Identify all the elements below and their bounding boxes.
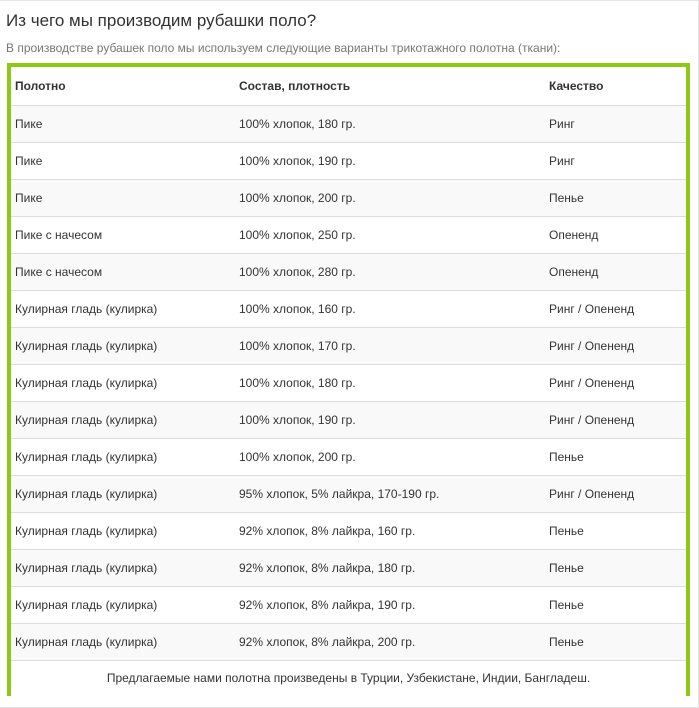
cell-composition: 100% хлопок, 180 гр.: [235, 105, 545, 142]
cell-quality: Ринг / Опененд: [545, 364, 686, 401]
cell-composition: 100% хлопок, 200 гр.: [235, 179, 545, 216]
table-row: [11, 142, 686, 179]
intro-text: В производстве рубашек поло мы используем следующие варианты трикотажного полотна (ткани):: [6, 41, 561, 55]
table-row: [11, 512, 686, 549]
cell-composition: 95% хлопок, 5% лайкра, 170-190 гр.: [235, 475, 545, 512]
cell-quality: Опененд: [545, 216, 686, 253]
cell-quality: Ринг / Опененд: [545, 475, 686, 512]
cell-composition: 100% хлопок, 190 гр.: [235, 401, 545, 438]
cell-fabric: Кулирная гладь (кулирка): [11, 327, 235, 364]
table-row: [11, 475, 686, 512]
table-row: [11, 216, 686, 253]
cell-fabric: Кулирная гладь (кулирка): [11, 586, 235, 623]
cell-quality: Ринг / Опененд: [545, 327, 686, 364]
table-footer-note: Предлагаемые нами полотна произведены в Турции, Узбекистане, Индии, Бангладеш.: [11, 660, 686, 696]
cell-composition: 92% хлопок, 8% лайкра, 200 гр.: [235, 623, 545, 660]
table-row: [11, 290, 686, 327]
cell-quality: Пенье: [545, 438, 686, 475]
cell-composition: 100% хлопок, 250 гр.: [235, 216, 545, 253]
cell-fabric: Кулирная гладь (кулирка): [11, 549, 235, 586]
cell-composition: 100% хлопок, 280 гр.: [235, 253, 545, 290]
table-header-row: [11, 67, 686, 105]
cell-composition: 100% хлопок, 200 гр.: [235, 438, 545, 475]
table-row: [11, 549, 686, 586]
cell-composition: 92% хлопок, 8% лайкра, 160 гр.: [235, 512, 545, 549]
cell-quality: Ринг / Опененд: [545, 290, 686, 327]
table-footer-row: [11, 660, 686, 696]
page-title: Из чего мы производим рубашки поло?: [6, 11, 317, 30]
cell-quality: Пенье: [545, 549, 686, 586]
table-row: [11, 179, 686, 216]
table-row: [11, 253, 686, 290]
cell-quality: Пенье: [545, 623, 686, 660]
cell-fabric: Пике: [11, 105, 235, 142]
table-row: [11, 401, 686, 438]
table-row: [11, 623, 686, 660]
cell-fabric: Пике: [11, 179, 235, 216]
cell-fabric: Пике с начесом: [11, 216, 235, 253]
table-row: [11, 364, 686, 401]
cell-quality: Пенье: [545, 586, 686, 623]
cell-fabric: Кулирная гладь (кулирка): [11, 364, 235, 401]
table-row: [11, 586, 686, 623]
cell-composition: 100% хлопок, 180 гр.: [235, 364, 545, 401]
cell-fabric: Кулирная гладь (кулирка): [11, 512, 235, 549]
cell-composition: 100% хлопок, 170 гр.: [235, 327, 545, 364]
table-row: [11, 438, 686, 475]
header-composition: Состав, плотность: [235, 67, 545, 105]
header-quality: Качество: [545, 67, 686, 105]
fabric-table-frame: [7, 63, 690, 696]
cell-quality: Пенье: [545, 512, 686, 549]
cell-quality: Опененд: [545, 253, 686, 290]
cell-quality: Пенье: [545, 179, 686, 216]
header-fabric: Полотно: [11, 67, 235, 105]
table-row: [11, 105, 686, 142]
cell-composition: 92% хлопок, 8% лайкра, 180 гр.: [235, 549, 545, 586]
cell-composition: 92% хлопок, 8% лайкра, 190 гр.: [235, 586, 545, 623]
cell-quality: Ринг / Опененд: [545, 401, 686, 438]
cell-fabric: Пике с начесом: [11, 253, 235, 290]
fabric-table: [11, 67, 686, 696]
cell-composition: 100% хлопок, 190 гр.: [235, 142, 545, 179]
cell-fabric: Кулирная гладь (кулирка): [11, 475, 235, 512]
cell-quality: Ринг: [545, 105, 686, 142]
table-row: [11, 327, 686, 364]
cell-composition: 100% хлопок, 160 гр.: [235, 290, 545, 327]
cell-fabric: Кулирная гладь (кулирка): [11, 623, 235, 660]
cell-fabric: Кулирная гладь (кулирка): [11, 290, 235, 327]
cell-quality: Ринг: [545, 142, 686, 179]
cell-fabric: Кулирная гладь (кулирка): [11, 401, 235, 438]
cell-fabric: Пике: [11, 142, 235, 179]
cell-fabric: Кулирная гладь (кулирка): [11, 438, 235, 475]
